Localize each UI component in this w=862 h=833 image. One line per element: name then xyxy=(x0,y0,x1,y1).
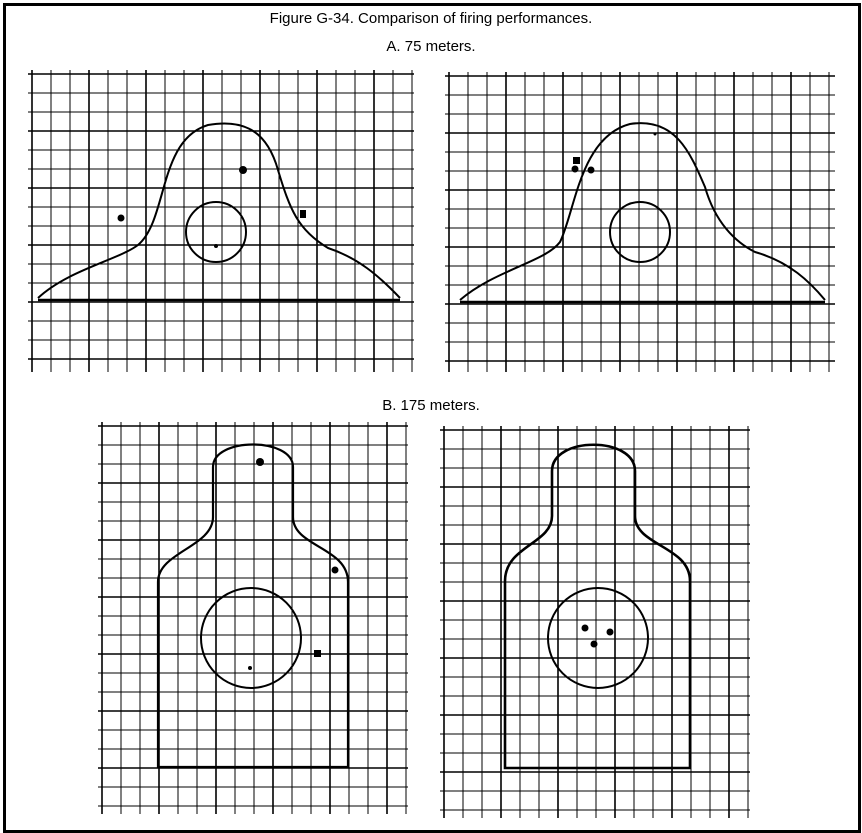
shot-hole xyxy=(214,244,218,248)
section-a-label: A. 75 meters. xyxy=(386,38,476,55)
shot-hole xyxy=(591,641,598,648)
shot-hole xyxy=(332,567,339,574)
shot-hole xyxy=(607,629,614,636)
shot-hole xyxy=(572,166,579,173)
shot-hole xyxy=(314,650,321,657)
bottle-outline xyxy=(505,445,690,768)
silhouette-outline xyxy=(460,123,825,300)
shot-hole xyxy=(256,458,264,466)
shot-hole xyxy=(300,210,306,218)
target-75m-left xyxy=(28,70,414,372)
aim-circle xyxy=(548,588,648,688)
aim-circle xyxy=(610,202,670,262)
target-175m-left xyxy=(98,422,408,814)
target-75m-right xyxy=(445,72,835,372)
shot-hole xyxy=(248,666,252,670)
grid xyxy=(28,70,414,372)
figure-title: Figure G-34. Comparison of firing performances. xyxy=(269,10,593,27)
bottle-outline xyxy=(158,445,348,768)
shot-hole xyxy=(118,215,125,222)
grid xyxy=(440,426,750,818)
target-175m-right xyxy=(440,426,750,818)
aim-circle xyxy=(186,202,246,262)
shot-hole xyxy=(654,133,657,136)
grid xyxy=(445,72,835,372)
grid xyxy=(98,422,408,814)
shot-hole xyxy=(573,157,580,164)
section-b-label: B. 175 meters. xyxy=(382,397,480,414)
shot-hole xyxy=(582,625,589,632)
shot-hole xyxy=(239,166,247,174)
shot-hole xyxy=(588,167,595,174)
